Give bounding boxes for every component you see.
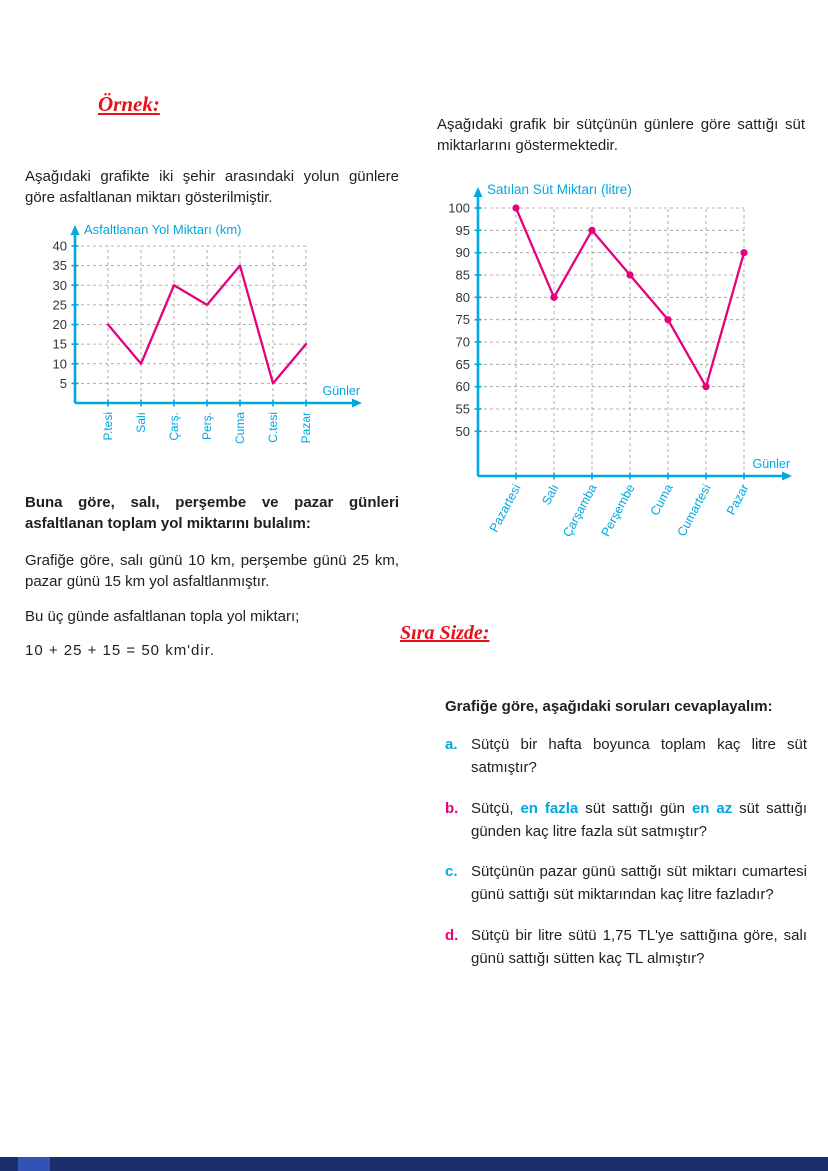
y-axis-arrow-icon bbox=[71, 225, 80, 235]
data-point bbox=[740, 249, 747, 256]
y-tick-label: 35 bbox=[52, 258, 67, 274]
question-b-label: b. bbox=[445, 799, 459, 817]
data-point bbox=[702, 383, 709, 390]
page-footer-accent bbox=[18, 1157, 50, 1171]
x-category-label: Salı bbox=[134, 412, 148, 433]
y-tick-label: 15 bbox=[52, 336, 67, 352]
question-d-text bbox=[471, 924, 807, 971]
example-solution-line1: Grafiğe göre, salı günü 10 km, perşembe günü 25 km, pazar günü 15 km yol asfaltlanmıştır. bbox=[25, 552, 399, 590]
x-axis-label: Günler bbox=[322, 384, 360, 398]
question-a-part1: Sütçü bir hafta boyunca toplam kaç litre süt satmıştır? bbox=[471, 736, 807, 777]
x-category-label: Perşembe bbox=[598, 481, 638, 539]
y-tick-label: 55 bbox=[455, 401, 470, 417]
y-tick-label: 10 bbox=[52, 356, 67, 372]
example-intro-text: Aşağıdaki grafikte iki şehir arasındaki yolun günlere göre asfaltlanan miktarı gösterilmiştir. bbox=[25, 168, 399, 206]
question-b-highlight1: en fazla bbox=[520, 799, 579, 817]
x-category-label: Cuma bbox=[233, 412, 247, 445]
y-tick-label: 100 bbox=[448, 200, 470, 216]
x-axis-arrow-icon bbox=[352, 399, 362, 408]
example-question-statement: Buna göre, salı, perşembe ve pazar günleri asfaltlanan toplam yol miktarını bulalım: bbox=[25, 494, 399, 532]
chart-title: Satılan Süt Miktarı (litre) bbox=[487, 182, 632, 197]
data-point bbox=[588, 227, 595, 234]
y-tick-label: 30 bbox=[52, 277, 67, 293]
y-tick-label: 70 bbox=[455, 334, 470, 350]
chart-title: Asfaltlanan Yol Miktarı (km) bbox=[84, 222, 242, 237]
y-tick-label: 60 bbox=[455, 379, 470, 395]
question-b-text bbox=[471, 797, 807, 844]
data-point bbox=[664, 316, 671, 323]
y-tick-label: 40 bbox=[52, 238, 67, 254]
y-tick-label: 5 bbox=[59, 375, 67, 391]
x-category-label: Pazar bbox=[299, 412, 313, 444]
question-c-part1: Sütçünün pazar günü sattığı süt miktarı cumartesi günü sattığı süt miktarından kaç litre fazladır? bbox=[471, 863, 807, 904]
questions-heading: Grafiğe göre, aşağıdaki soruları cevaplayalım: bbox=[445, 698, 773, 715]
x-category-label: Pazartesi bbox=[486, 481, 524, 535]
milk-chart-intro-text: Aşağıdaki grafik bir sütçünün günlere göre sattığı süt miktarlarını göstermektedir. bbox=[437, 116, 805, 154]
data-point bbox=[550, 294, 557, 301]
milk-sales-line-chart bbox=[430, 176, 802, 552]
y-tick-label: 65 bbox=[455, 356, 470, 372]
questions-block bbox=[445, 698, 807, 987]
question-b bbox=[445, 797, 807, 844]
question-d-label: d. bbox=[445, 926, 459, 944]
x-category-label: Pazar bbox=[723, 481, 752, 518]
y-tick-label: 25 bbox=[52, 297, 67, 313]
y-tick-label: 20 bbox=[52, 317, 67, 332]
x-category-label: P.tesi bbox=[101, 412, 115, 441]
y-tick-label: 75 bbox=[455, 312, 470, 328]
question-c bbox=[445, 860, 807, 907]
x-category-label: Cuma bbox=[647, 481, 676, 518]
question-d bbox=[445, 924, 807, 971]
y-tick-label: 80 bbox=[455, 289, 470, 305]
question-c-label: c. bbox=[445, 863, 458, 880]
y-tick-label: 90 bbox=[455, 245, 470, 261]
road-asphalt-line-chart bbox=[30, 218, 370, 480]
page-footer-bar bbox=[0, 1157, 828, 1171]
y-tick-label: 85 bbox=[455, 267, 470, 283]
question-d-part1: Sütçü bir litre sütü 1,75 TL'ye sattığına göre, salı günü sattığı sütten kaç TL almıştır? bbox=[471, 926, 807, 967]
x-axis-arrow-icon bbox=[782, 472, 792, 481]
x-category-label: Cumartesi bbox=[674, 481, 714, 539]
example-solution-line2: Bu üç günde asfaltlanan topla yol miktarı; bbox=[25, 608, 300, 625]
x-category-label: Perş. bbox=[200, 412, 214, 441]
question-a bbox=[445, 733, 807, 780]
x-axis-label: Günler bbox=[752, 457, 790, 471]
question-c-text bbox=[471, 860, 807, 907]
x-category-label: C.tesi bbox=[266, 412, 280, 443]
sira-sizde-heading: Sıra Sizde: bbox=[400, 622, 490, 644]
x-category-label: Çarş. bbox=[167, 412, 181, 441]
y-tick-label: 95 bbox=[455, 222, 470, 238]
y-axis-arrow-icon bbox=[474, 187, 483, 197]
ornek-heading: Örnek: bbox=[98, 92, 160, 116]
data-point bbox=[512, 204, 519, 211]
question-b-part2: süt sattığı gün bbox=[578, 799, 692, 817]
example-solution-equation: 10 + 25 + 15 = 50 km'dir. bbox=[25, 642, 216, 659]
question-a-text bbox=[471, 733, 807, 780]
data-point bbox=[626, 271, 633, 278]
x-category-label: Çarşamba bbox=[560, 481, 600, 540]
y-tick-label: 50 bbox=[455, 423, 470, 439]
x-category-label: Salı bbox=[539, 481, 562, 508]
question-b-part1: Sütçü, bbox=[471, 799, 521, 817]
question-b-highlight2: en az bbox=[691, 799, 733, 817]
question-b-part3: süt sattığı günden kaç litre fazla süt satmıştır? bbox=[471, 799, 807, 840]
question-a-label: a. bbox=[445, 736, 458, 753]
